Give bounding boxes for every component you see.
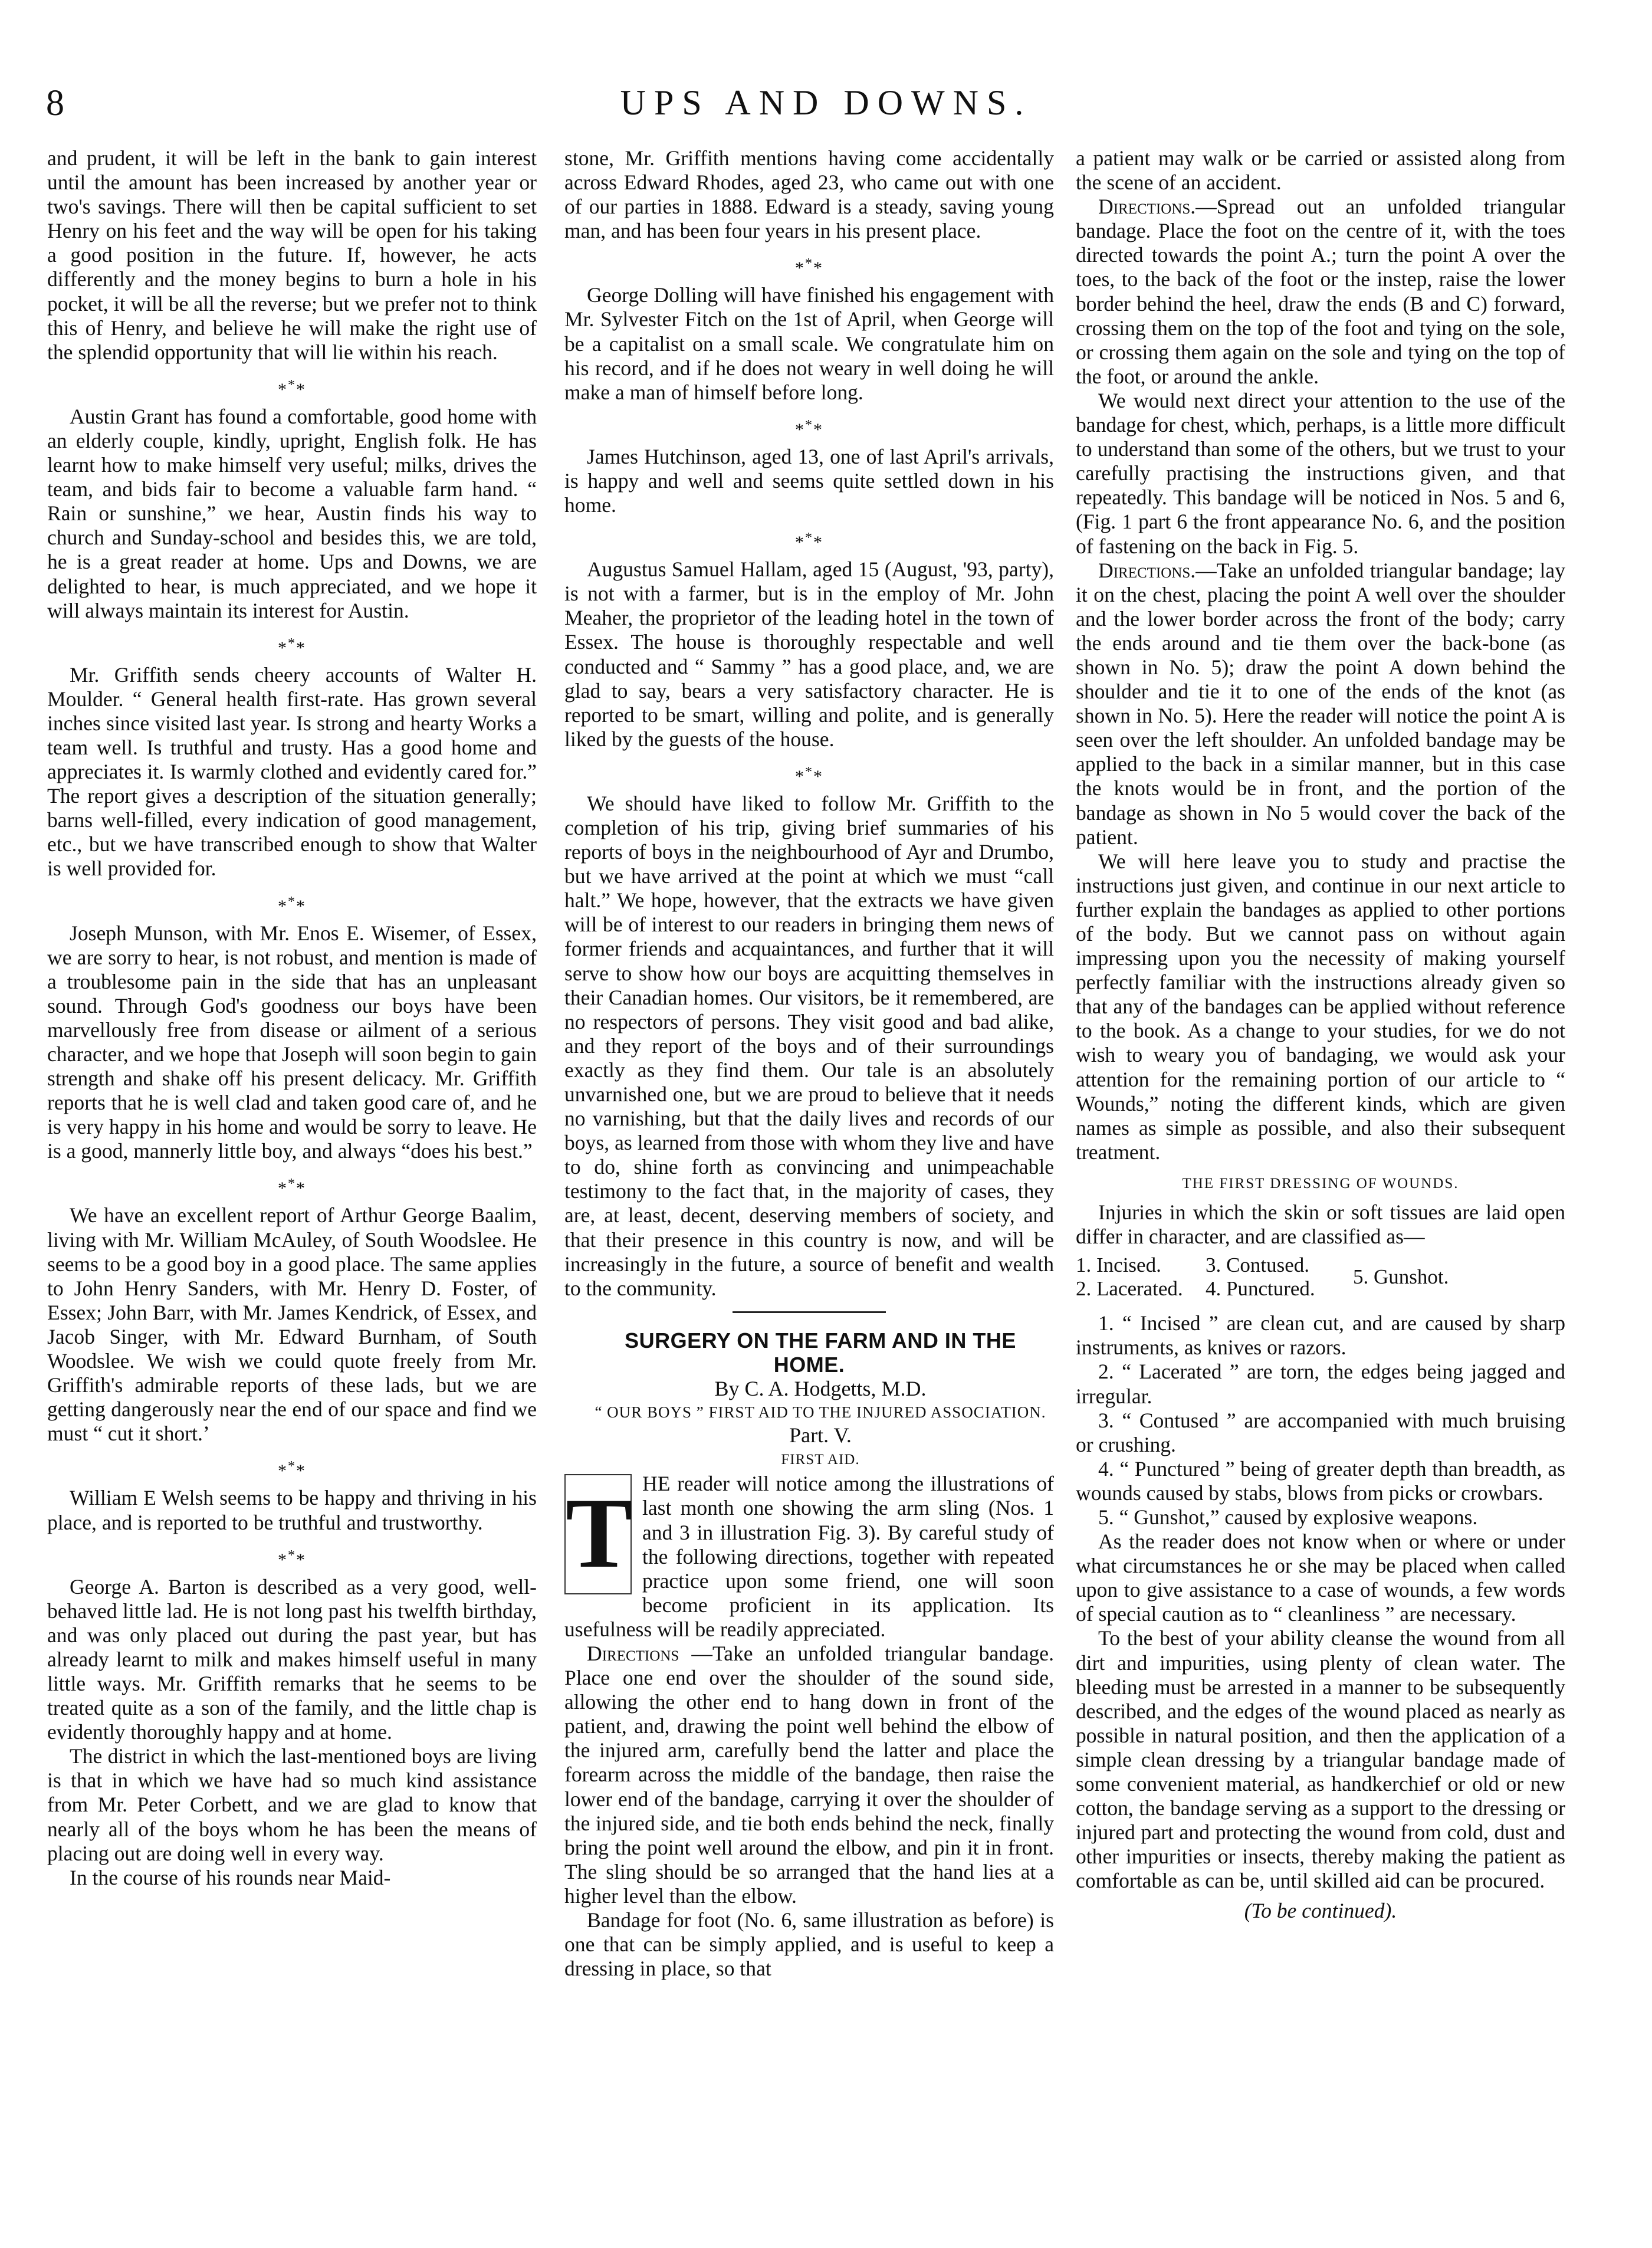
paragraph-directions-foot bbox=[1076, 195, 1565, 389]
directions-sling-text: —Take an unfolded triangular bandage. Place one end over the shoulder of the sound side, allowing the other end to hang down in front of the patient, and, drawing the point well behind the elbow of the injured arm, carefully bend the latter and place the forearm across the middle of the bandage, then raise the lower end of the bandage, carrying it over the shoulder of the injured side, and tie both ends behind the neck, finally bring the point well around the elbow, and pin it in front. The sling should be so arranged that the hand lies at a higher level than the elbow. bbox=[564, 1641, 1054, 1908]
paragraph-incised: 1. “ Incised ” are clean cut, and are caused by sharp instruments, as knives or razors. bbox=[1076, 1311, 1565, 1360]
paragraph-conclusion: We should have liked to follow Mr. Griffith to the completion of his trip, giving brief summaries of his reports of boys in the neighbourhood of Ayr and Drumbo, but we have arrived at the point at which we must “call halt.” We hope, however, that the extracts we have given will be of interest to our readers in bringing them news of former friends and acquaintances, and further that it will serve to show how our boys are acquitting themselves in their Canadian homes. Our visitors, be it remembered, are no respectors of persons. They visit good and bad alike, and they report of the boys and of their surroundings exactly as they find them. Our tale is an absolutely unvarnished one, but we are proud to believe that it needs no varnishing, but that the daily lives and records of our boys, as learned from those with whom they live and have to do, shine forth as convincing and unimpeachable testimony to the fact that, in the majority of cases, they are, at least, decent, deserving members of society, and that their presence in this country is now, and will be increasingly in the future, a source of benefit and wealth to the community. bbox=[564, 791, 1054, 1300]
paragraph-joseph-munson: Joseph Munson, with Mr. Enos E. Wisemer, of Essex, we are sorry to hear, is not robust, and mention is made of a troublesome pain in the side that has an unpleasant sound. Through God's goodness our boys have been marvellously free from disease or ailment of a serious character, and we hope that Joseph will soon begin to gain strength and shake off his present delicacy. Mr. Griffith reports that he is well clad and taken good care of, and he is very happy in his home and would be sorry to leave. He is a good, mannerly little boy, and always “does his best.” bbox=[47, 921, 537, 1163]
paragraph-lacerated: 2. “ Lacerated ” are torn, the edges being jagged and irregular. bbox=[1076, 1360, 1565, 1408]
asterism-divider: *** bbox=[278, 377, 306, 399]
paragraph-austin-grant: Austin Grant has found a comfortable, good home with an elderly couple, kindly, upright, English folk. He has learnt how to make himself very useful; milks, drives the team, and bids fair to become a valuable farm hand. “ Rain or sunshine,” we hear, Austin finds his way to church and Sunday-school and besides this, we are told, he is a great reader at home. Ups and Downs, we are delighted to hear, is much appreciated, and we hope it will always maintain its interest for Austin. bbox=[47, 404, 537, 622]
asterism-divider: *** bbox=[278, 635, 306, 658]
asterism-divider: *** bbox=[795, 417, 823, 439]
directions-label: Directions. bbox=[1098, 195, 1196, 219]
asterism-divider: *** bbox=[278, 1459, 306, 1481]
paragraph-chest-bandage: We would next direct your attention to the use of the bandage for chest, which, perhaps, is a little more difficult to understand than some of the others, but we trust to your carefully practising the instructions given, and that repeatedly. This bandage will be noticed in Nos. 5 and 6, (Fig. 1 part 6 the front appearance No. 6, and the position of fastening on the back in Fig. 5. bbox=[1076, 388, 1566, 558]
column-1 bbox=[47, 146, 537, 1890]
wounds-heading: THE FIRST DRESSING OF WOUNDS. bbox=[1182, 1175, 1459, 1192]
paragraph-punctured: 4. “ Punctured ” being of greater depth than breadth, as wounds caused by stabs, blows from picks or crowbars. bbox=[1076, 1456, 1565, 1505]
paragraph-study-practise: We will here leave you to study and practise the instructions just given, and continue in our next article to further explain the bandages as applied to other portions of the body. But we cannot pass on without again impressing upon you the necessity of making yourself perfectly familiar with the instructions already given so that any of the bandages can be applied without reference to the book. As a change to your studies, for we do not wish to weary you of bandaging, we would ask your attention for the remaining portion of our article to “ Wounds,” noting the different kinds, which are given names as simple as possible, and also their subsequent treatment. bbox=[1076, 849, 1565, 1164]
article-title: SURGERY ON THE FARM AND IN THE HOME. bbox=[625, 1328, 1016, 1377]
asterism-divider: *** bbox=[278, 1547, 306, 1570]
paragraph-george-barton: George A. Barton is described as a very good, well-behaved little lad. He is not long past his twelfth birthday, and was only placed out during the past year, but has already learnt to milk and makes himself useful in many little ways. Mr. Griffith remarks that he seems to be treated quite as a son of the family, and the little chap is evidently thoroughly happy and at home. bbox=[47, 1574, 537, 1744]
page-number: 8 bbox=[46, 83, 64, 123]
column-3 bbox=[1076, 146, 1565, 1924]
paragraph-gunshot: 5. “ Gunshot,” caused by explosive weapons. bbox=[1098, 1505, 1478, 1529]
directions-label: Directions bbox=[587, 1641, 679, 1665]
paragraph-cleanse-wound: To the best of your ability cleanse the wound from all dirt and impurities, using plenty of clean water. The bleeding must be arrested in a manner to be subsequently described, and the edges of the wound placed as nearly as possible in natural position, and then the application of a simple clean dressing by a triangular bandage made of some convenient material, as handkerchief or old or new cotton, the bandage serving as a support to the dressing or injured part and protecting the wound from cold, dust and other impurities or insects, thereby making the patient as comfortable as can be, until skilled aid can be procured. bbox=[1076, 1626, 1565, 1893]
article-byline: By C. A. Hodgetts, M.D. bbox=[714, 1377, 927, 1401]
paragraph-james-hutchinson: James Hutchinson, aged 13, one of last April's arrivals, is happy and well and seems quite settled down in his home. bbox=[564, 444, 1054, 517]
paragraph-arthur-baalim: We have an excellent report of Arthur George Baalim, living with Mr. William McAuley, of South Woodslee. He seems to be a good boy in a good place. The same applies to John Henry Sanders, with Mr. Henry D. Foster, of Essex; John Barr, with Mr. James Kendrick, of Essex, and Jacob Singer, with Mr. Edward Burnham, of South Woodslee. We wish we could quote freely from Mr. Griffith's admirable reports of these lads, but we are getting dangerously near the end of our space and find we must “ cut it short.’ bbox=[47, 1203, 537, 1446]
running-title: UPS AND DOWNS. bbox=[620, 83, 1032, 122]
paragraph-augustus-hallam: Augustus Samuel Hallam, aged 15 (August, '93, party), is not with a farmer, but is in the employ of Mr. John Meaher, the proprietor of the leading hotel in the town of Essex. The house is thoroughly respectable and well conducted and “ Sammy ” has a good place, and, we are glad to say, bears a very satisfactory character. He is reported to be smart, willing and polite, and is generally liked by the guests of the house. bbox=[564, 557, 1054, 751]
paragraph-walter-moulder: Mr. Griffith sends cheery accounts of Walter H. Moulder. “ General health first-rate. Has grown several inches since visited last year. Is strong and hearty Works a team well. Is truthful and trusty. Has a good home and appreciates it. Is warmly clothed and evidently cared for.” The report gives a description of the situation generally; barns well-filled, every indication of good management, etc., but we have transcribed enough to show that Walter is well provided for. bbox=[47, 662, 537, 881]
section-heading: FIRST AID. bbox=[781, 1452, 860, 1468]
paragraph-bandage-foot: Bandage for foot (No. 6, same illustration as before) is one that can be simply applied, and is useful to keep a dressing in place, so that bbox=[564, 1908, 1054, 1981]
asterism-divider: *** bbox=[795, 764, 823, 786]
paragraph-intro-sling bbox=[564, 1472, 1054, 1642]
continued-note: (To be continued). bbox=[1244, 1899, 1397, 1923]
asterism-divider: *** bbox=[278, 1176, 306, 1199]
paragraph-injuries: Injuries in which the skin or soft tissues are laid open differ in character, and are classified as— bbox=[1076, 1200, 1565, 1249]
paragraph-directions-chest bbox=[1076, 559, 1565, 849]
paragraph-cleanliness: As the reader does not know when or where or under what circumstances he or she may be placed when called upon to give assistance to a case of wounds, a few words of special caution as to “ cleanliness ” are necessary. bbox=[1076, 1530, 1565, 1626]
directions-chest-text: —Take an unfolded triangular bandage; lay it on the chest, placing the point A well over the shoulder and the lower border across the front of the body; carry the ends around and tie them over the back-bone (as shown in No. 5); draw the point A down behind the shoulder and tie it to one of the ends of the knot (as shown in No. 5). Here the reader will notice the point A is seen over the left shoulder. An unfolded bandage may be applied to the back in a similar manner, but in this case the knots would be in front, and the portion of the bandage as shown in No 5 would cover the back of the patient. bbox=[1076, 558, 1565, 849]
paragraph-edward-rhodes: stone, Mr. Griffith mentions having come accidentally across Edward Rhodes, aged 23, who came out with one of our parties in 1888. Edward is a steady, saving young man, and has been four years in his present place. bbox=[564, 146, 1054, 243]
intro-sling-text: HE reader will notice among the illustrations of last month one showing the arm sling (Nos. 1 and 3 in illustration Fig. 3). By careful study of the following directions, together with repeated practice upon some friend, one will soon become proficient in its application. Its usefulness will be readily appreciated. bbox=[564, 1472, 1054, 1641]
paragraph-rounds: In the course of his rounds near Maid- bbox=[70, 1865, 391, 1889]
asterism-divider: *** bbox=[795, 530, 823, 553]
paragraph-patient-walk: a patient may walk or be carried or assisted along from the scene of an accident. bbox=[1076, 146, 1565, 195]
directions-foot-text: —Spread out an unfolded triangular bandage. Place the foot on the centre of it, with the toes directed towards the point A.; turn the point A over the toes, to the back of the foot or the instep, raise the lower border behind the heel, draw the ends (B and C) forward, crossing them on the top of the foot and tying on the sole, or crossing them again on the sole and tying on the top of the foot, or around the ankle. bbox=[1076, 195, 1565, 388]
article-subtitle: “ OUR BOYS ” FIRST AID TO THE INJURED ASSOCIATION. bbox=[595, 1403, 1046, 1422]
list-item: 3. Contused. bbox=[1206, 1253, 1309, 1277]
asterism-divider: *** bbox=[278, 894, 306, 916]
paragraph-directions-sling bbox=[564, 1642, 1054, 1908]
list-item: 2. Lacerated. bbox=[1076, 1277, 1183, 1301]
list-item: 5. Gunshot. bbox=[1353, 1265, 1449, 1289]
paragraph-district: The district in which the last-mentioned boys are living is that in which we have had so much kind assistance from Mr. Peter Corbett, and we are glad to know that nearly all of the boys whom he has been the means of placing out are doing well in every way. bbox=[47, 1744, 537, 1865]
asterism-divider: *** bbox=[795, 256, 823, 278]
list-item: 4. Punctured. bbox=[1206, 1277, 1315, 1301]
list-item: 1. Incised. bbox=[1076, 1253, 1161, 1277]
paragraph-henry: and prudent, it will be left in the bank to gain interest until the amount has been increased by another year or two's savings. There will then be capital sufficient to set Henry on his feet and the way will be open for his taking a good position in the future. If, however, he acts differently and the money begins to burn a hole in his pocket, it will be all the reverse; but we prefer not to think this of Henry, and believe he will make the right use of the splendid opportunity that will lie within his reach. bbox=[47, 146, 537, 364]
column-2 bbox=[564, 146, 1054, 1981]
paragraph-george-dolling: George Dolling will have finished his engagement with Mr. Sylvester Fitch on the 1st of April, when George will be a capitalist on a small scale. We congratulate him on his record, and if he does not weary in well doing he will make a man of himself before long. bbox=[564, 283, 1054, 404]
paragraph-william-welsh: William E Welsh seems to be happy and thriving in his place, and is reported to be truthful and trustworthy. bbox=[47, 1486, 537, 1534]
article-divider-rule bbox=[733, 1311, 886, 1313]
directions-label: Directions. bbox=[1098, 558, 1196, 582]
page-header bbox=[46, 83, 1606, 136]
article-part: Part. V. bbox=[789, 1423, 852, 1448]
drop-cap-letter: T bbox=[564, 1474, 632, 1594]
wound-types-list bbox=[1076, 1253, 1565, 1301]
paragraph-contused: 3. “ Contused ” are accompanied with much bruising or crushing. bbox=[1076, 1408, 1565, 1456]
